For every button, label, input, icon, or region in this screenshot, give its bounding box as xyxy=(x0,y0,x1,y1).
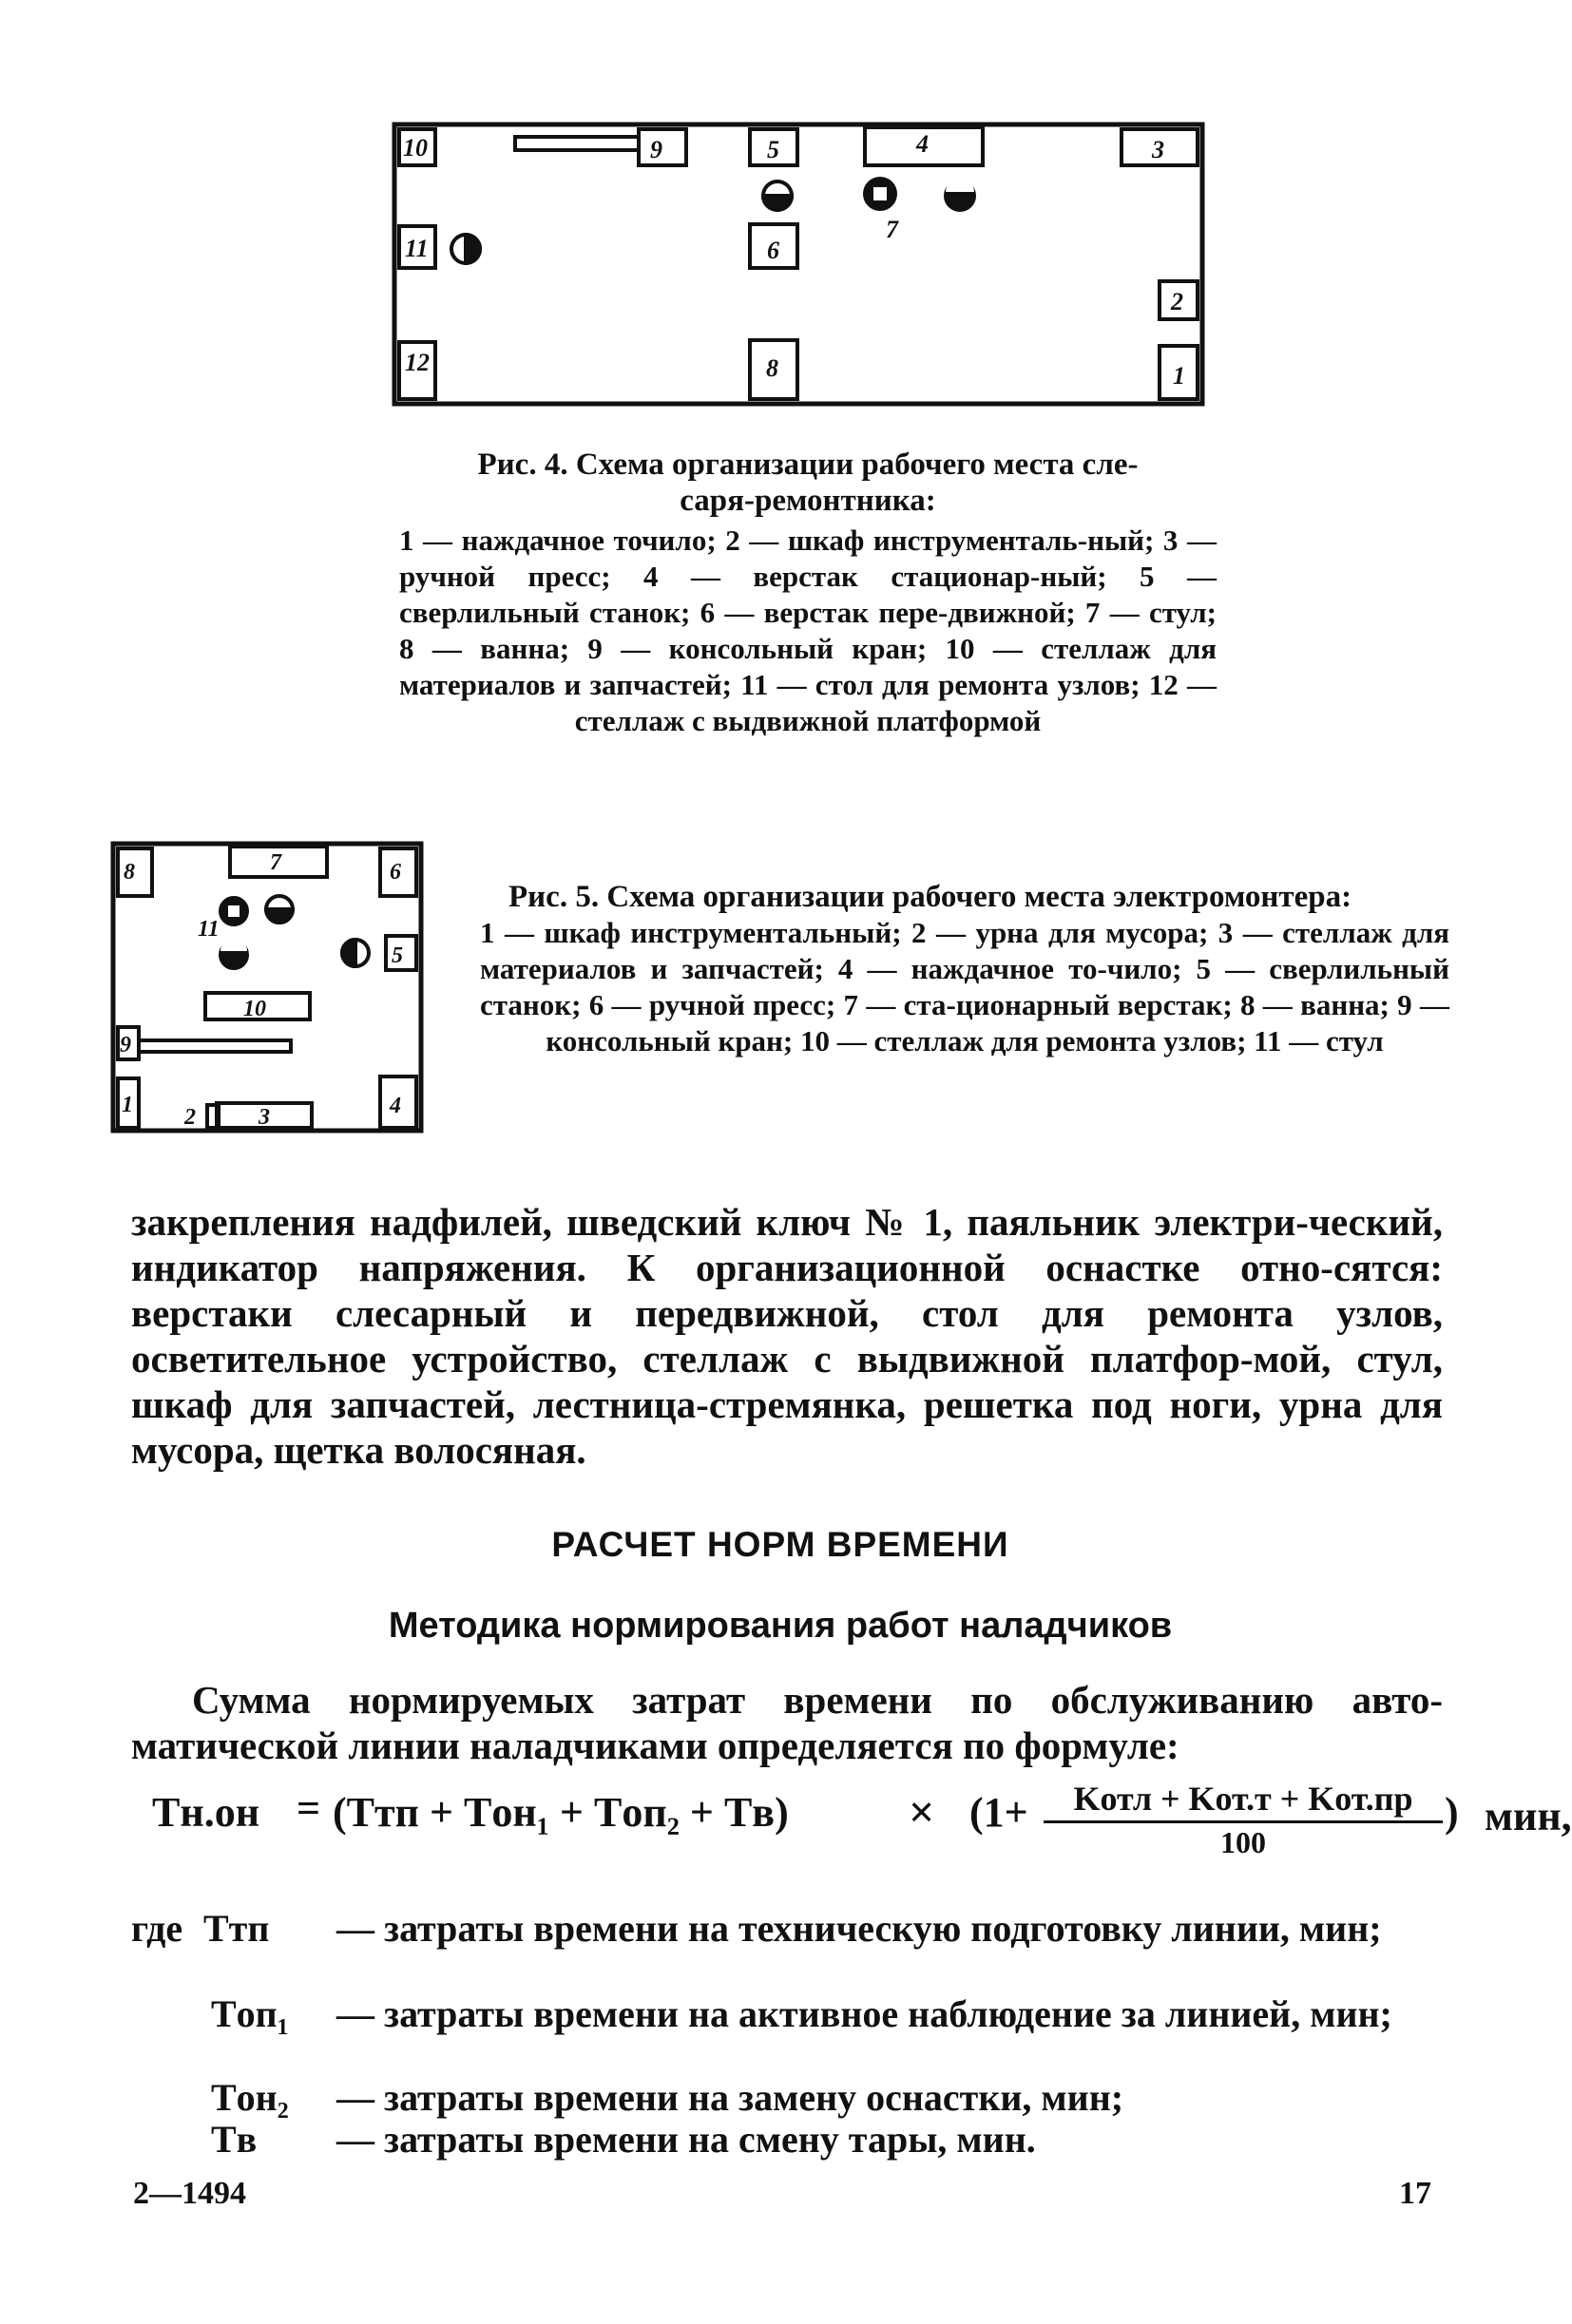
figure-5-labels xyxy=(120,850,403,1130)
item-6-press-icon xyxy=(266,896,293,923)
definition-lead: где xyxy=(131,1907,183,1950)
item-2-box xyxy=(207,1105,219,1128)
figure-4-layout-diagram xyxy=(392,122,1205,407)
formula-open-paren: (1+ xyxy=(969,1789,1028,1836)
figure-4-legend: 1 — наждачное точило; 2 — шкаф инструменталь-ный; 3 — ручной пресс; 4 — верстак стационар-ный; 5 — сверлильный станок; 6 — верстак пере-движной; 7 — стул; 8 — ванна; 9 — консольный кран; 10 — стеллаж для материалов и запчастей; 11 — стол для ремонта узлов; 12 — стеллаж с выдвижной платформой xyxy=(399,524,1217,737)
svg-text:1: 1 xyxy=(1173,362,1185,390)
svg-text:9: 9 xyxy=(650,136,662,163)
svg-text:7: 7 xyxy=(886,216,898,243)
svg-text:3: 3 xyxy=(259,1105,270,1130)
subsection-title: Методика нормирования работ наладчиков xyxy=(388,1606,1173,1646)
svg-text:12: 12 xyxy=(405,349,430,376)
formula-equals: = xyxy=(297,1785,321,1832)
definition-symbol: Tон₂ xyxy=(211,2076,289,2119)
svg-text:7: 7 xyxy=(270,850,281,875)
figure-5-layout-diagram xyxy=(110,841,424,1133)
item-9-crane-arm xyxy=(515,137,639,150)
svg-text:4: 4 xyxy=(390,1094,401,1118)
section-title: РАСЧЕТ НОРМ ВРЕМЕНИ xyxy=(551,1525,1009,1564)
definition-symbol: Tтп xyxy=(203,1907,270,1950)
svg-text:6: 6 xyxy=(767,237,779,264)
svg-text:3: 3 xyxy=(1152,136,1164,163)
intro-paragraph: Сумма нормируемых затрат времени по обслуживанию авто-матической линии наладчиками определяется по формуле: xyxy=(131,1678,1443,1767)
figure-4-labels xyxy=(403,130,1185,390)
svg-text:6: 6 xyxy=(390,860,401,885)
room-outline xyxy=(113,844,421,1131)
figure-4-caption xyxy=(399,447,1217,739)
definition-text: — затраты времени на смену тары, мин. xyxy=(336,2118,1036,2161)
figure-5-title: Рис. 5. Схема организации рабочего места электромонтера: xyxy=(508,880,1352,914)
item-9-crane-arm xyxy=(139,1040,291,1052)
formula-fraction xyxy=(1044,1779,1443,1860)
page-number: 17 xyxy=(1399,2176,1431,2211)
svg-text:9: 9 xyxy=(120,1033,131,1057)
svg-text:10: 10 xyxy=(243,997,266,1021)
definition-text: — затраты времени на техническую подготовку линии, мин; xyxy=(336,1907,1382,1950)
definition-symbol: Tв xyxy=(211,2118,258,2161)
svg-text:5: 5 xyxy=(392,943,403,968)
svg-text:1: 1 xyxy=(122,1093,133,1117)
printer-signature: 2—1494 xyxy=(133,2176,246,2211)
time-norm-formula xyxy=(152,1779,1572,1883)
item-5-drill-icon xyxy=(220,938,247,968)
figure-4-title-line-2: саря-ремонтника: xyxy=(680,484,936,518)
item-4-grinder-icon xyxy=(342,940,369,966)
svg-text:5: 5 xyxy=(767,136,779,163)
definition-symbol: Tоп₁ xyxy=(211,1992,289,2035)
formula-close-paren: ) xyxy=(1445,1789,1459,1836)
figure-5-legend: 1 — шкаф инструментальный; 2 — урна для мусора; 3 — стеллаж для материалов и запчастей; 4 — наждачное то-чило; 5 — сверлильный станок; 6 — ручной пресс; 7 — ста-ционарный верстак; 8 — ванна; 9 — консольный кран; 10 — стеллаж для ремонта узлов; 11 — стул xyxy=(480,916,1449,1057)
definition-text: — затраты времени на активное наблюдение за линией, мин; xyxy=(336,1992,1392,2035)
item-7-chair-icon xyxy=(865,179,895,209)
definition-text: — затраты времени на замену оснастки, мин; xyxy=(336,2076,1124,2119)
figure-4-title-line-1: Рис. 4. Схема организации рабочего места сле- xyxy=(477,448,1139,482)
figure-5-caption xyxy=(480,879,1449,1059)
svg-text:2: 2 xyxy=(1171,288,1183,315)
item-9-box xyxy=(639,129,686,165)
formula-denominator: 100 xyxy=(1220,1825,1266,1859)
formula-lhs: Tн.он xyxy=(152,1789,260,1836)
svg-text:4: 4 xyxy=(916,130,929,158)
svg-text:2: 2 xyxy=(184,1105,196,1130)
svg-text:11: 11 xyxy=(198,917,220,942)
body-paragraph: закрепления надфилей, шведский ключ № 1, паяльник электри-ческий, индикатор напряжения. К организационной оснастке отно-сятся: верстаки слесарный и передвижной, стол для ремонта узлов, осветительное устройство, стеллаж с выдвижной платфор-мой, стул, шкаф для запчастей, лестница-стремянка, решетка под ноги, урна для мусора, щетка волосяная. xyxy=(131,1200,1443,1472)
svg-text:8: 8 xyxy=(124,860,135,885)
item-5-drill-icon xyxy=(763,181,792,210)
formula-unit: мин, xyxy=(1485,1793,1572,1839)
item-11-chair-icon xyxy=(220,898,247,924)
svg-text:10: 10 xyxy=(403,134,428,162)
item-1-grinder-icon xyxy=(946,178,974,210)
formula-times: × xyxy=(909,1787,935,1838)
svg-text:11: 11 xyxy=(405,235,429,262)
item-11-chair-icon xyxy=(451,235,480,263)
svg-text:8: 8 xyxy=(766,354,778,382)
formula-numerator: Kотл + Kот.т + Kот.пр xyxy=(1044,1779,1443,1823)
formula-sum-term: (Tтп + Tон₁ + Tоп₂ + Tв) xyxy=(333,1789,789,1836)
